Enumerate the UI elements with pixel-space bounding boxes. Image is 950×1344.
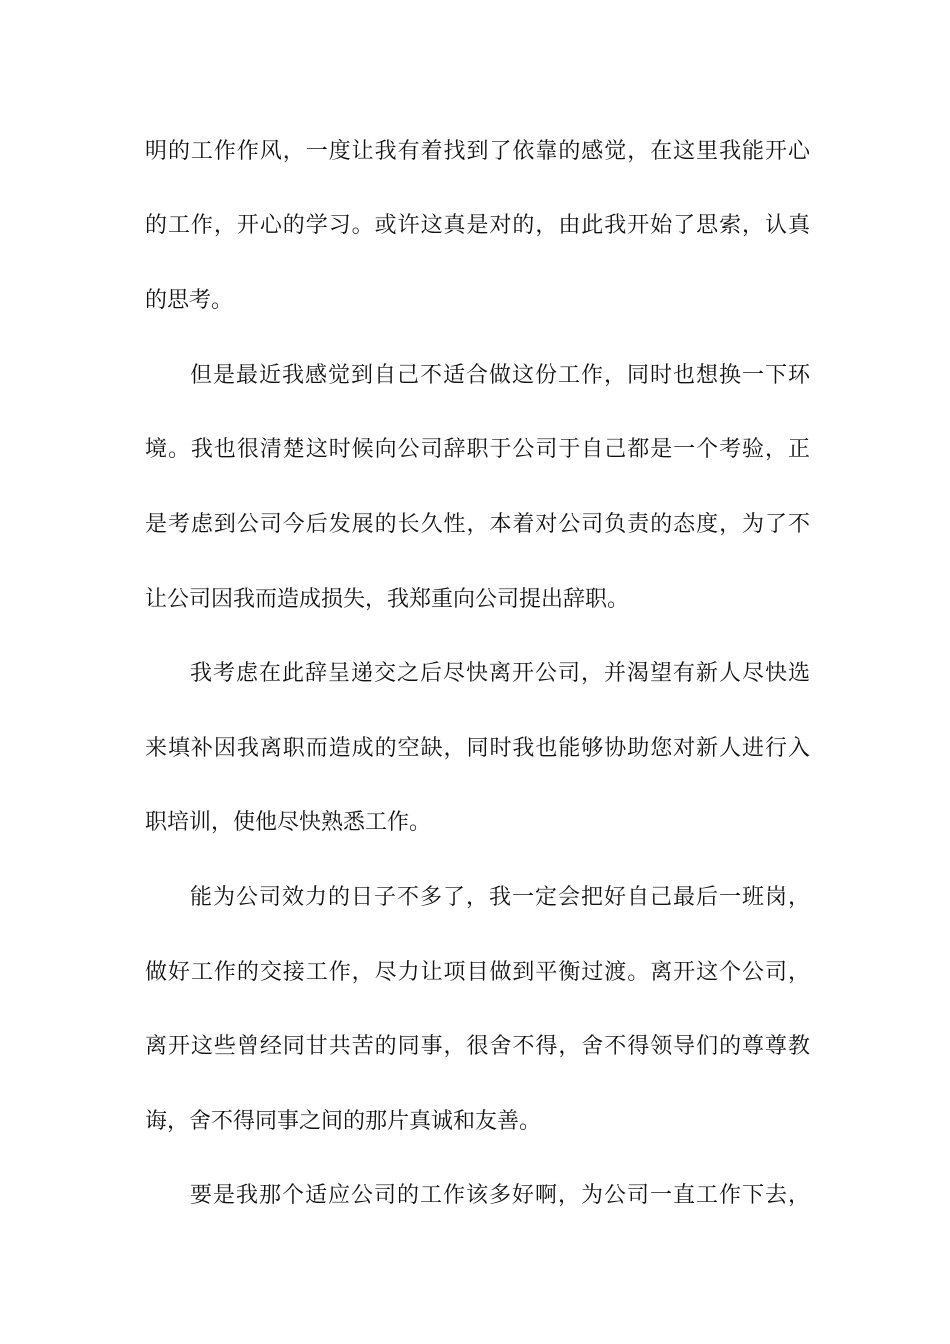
text-line: 是考虑到公司今后发展的长久性，本着对公司负责的态度，为了不 xyxy=(145,512,810,537)
paragraph-first-line: 要是我那个适应公司的工作该多好啊，为公司一直工作下去， xyxy=(190,1183,810,1208)
text-line: 让公司因我而造成损失，我郑重向公司提出辞职。 xyxy=(145,587,630,612)
paragraph-first-line: 但是最近我感觉到自己不适合做这份工作，同时也想换一下环 xyxy=(190,363,810,388)
text-line: 的工作，开心的学习。或许这真是对的，由此我开始了思索，认真 xyxy=(145,213,810,238)
text-line: 离开这些曾经同甘共苦的同事，很舍不得，舍不得领导们的尊尊教 xyxy=(145,1034,810,1059)
text-line: 明的工作作风，一度让我有着找到了依靠的感觉，在这里我能开心 xyxy=(145,139,810,164)
text-line: 来填补因我离职而造成的空缺，同时我也能够协助您对新人进行入 xyxy=(145,736,810,761)
paragraph-first-line: 能为公司效力的日子不多了，我一定会把好自己最后一班岗， xyxy=(190,885,810,910)
text-line: 职培训，使他尽快熟悉工作。 xyxy=(145,810,432,835)
text-line: 诲，舍不得同事之间的那片真诚和友善。 xyxy=(145,1109,542,1134)
text-line: 境。我也很清楚这时候向公司辞职于公司于自己都是一个考验，正 xyxy=(145,437,810,462)
text-line: 的思考。 xyxy=(145,288,234,313)
text-line: 做好工作的交接工作，尽力让项目做到平衡过渡。离开这个公司， xyxy=(145,960,810,985)
paragraph-first-line: 我考虑在此辞呈递交之后尽快离开公司，并渴望有新人尽快选 xyxy=(190,661,810,686)
